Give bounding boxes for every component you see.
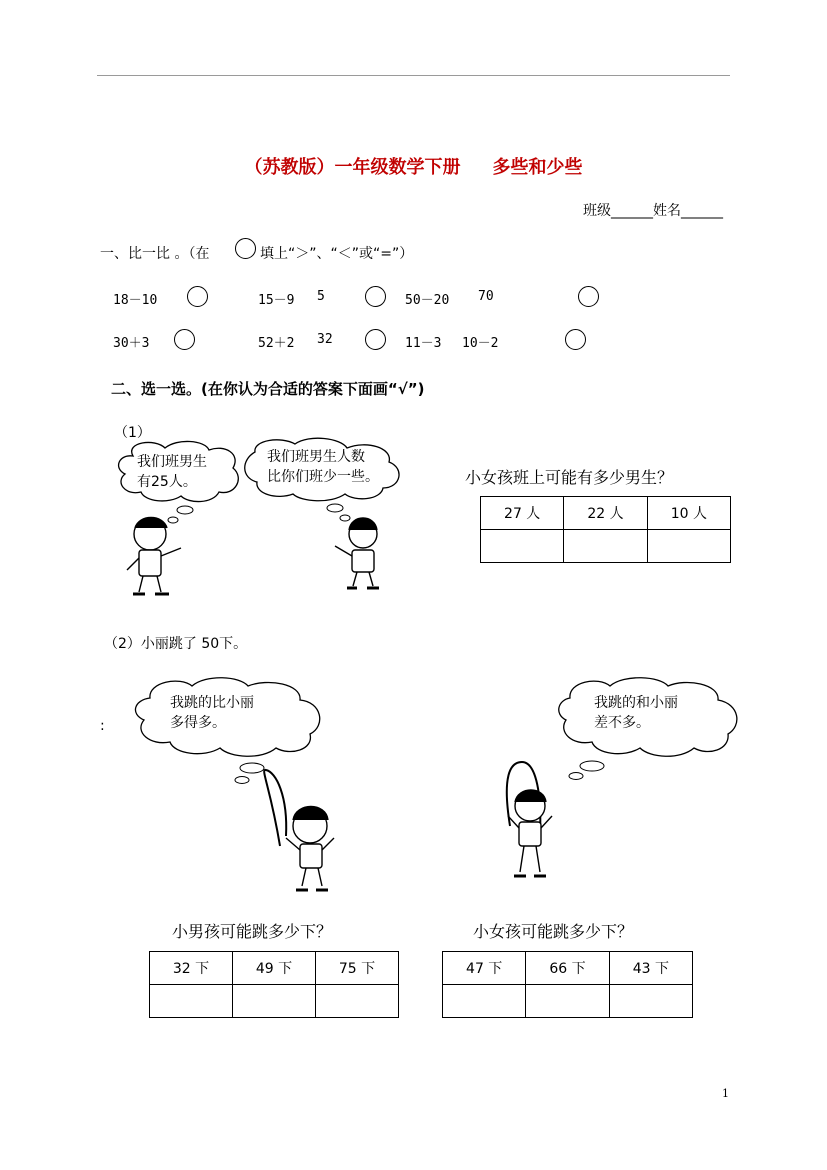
answer-circle-3[interactable] xyxy=(578,286,599,307)
expr-5-left: 52＋2 xyxy=(258,336,295,351)
title-topic: 多些和少些 xyxy=(492,157,583,178)
boy-answer-table xyxy=(149,951,399,1018)
answer-cell[interactable] xyxy=(481,530,564,563)
section1-heading-b: 填上“＞”、“＜”或“=”） xyxy=(260,246,414,262)
girl-bubble-line1: 我们班男生人数 xyxy=(267,449,365,465)
boy-figure xyxy=(127,518,181,595)
girl-jump-bubble-line1: 我跳的和小丽 xyxy=(594,695,678,711)
expr-6-right: 10－2 xyxy=(462,336,499,351)
title-grade: （苏教版）一年级数学下册 xyxy=(244,157,461,178)
option-cell: 75 下 xyxy=(316,952,399,985)
section1-heading xyxy=(100,243,209,263)
option-cell: 32 下 xyxy=(150,952,233,985)
table-row xyxy=(481,530,731,563)
header-rule xyxy=(97,75,730,76)
option-cell: 66 下 xyxy=(526,952,609,985)
example-circle xyxy=(235,238,256,259)
boy-bubble-text xyxy=(137,452,237,492)
answer-circle-5[interactable] xyxy=(365,329,386,350)
boy-question: 小男孩可能跳多少下？ xyxy=(172,922,333,941)
answer-circle-4[interactable] xyxy=(174,329,195,350)
answer-cell[interactable] xyxy=(316,985,399,1018)
class-name-line: 班级______姓名______ xyxy=(583,203,723,219)
answer-cell[interactable] xyxy=(564,530,647,563)
option-cell: 27 人 xyxy=(481,497,564,530)
option-cell: 49 下 xyxy=(233,952,316,985)
answer-cell[interactable] xyxy=(647,530,730,563)
boy-jumping-figure xyxy=(264,770,334,890)
option-cell: 43 下 xyxy=(609,952,692,985)
girl-bubble-line2: 比你们班少一些。 xyxy=(267,469,379,485)
table-row xyxy=(150,985,399,1018)
table-row xyxy=(443,952,693,985)
girl-question: 小女孩可能跳多少下？ xyxy=(473,922,634,941)
expr-5-right: 32 xyxy=(317,332,333,347)
answer-circle-2[interactable] xyxy=(365,286,386,307)
option-cell: 22 人 xyxy=(564,497,647,530)
answer-cell[interactable] xyxy=(150,985,233,1018)
expr-6-left: 11－3 xyxy=(405,336,442,351)
boy-bubble-line1: 我们班男生 xyxy=(137,454,207,470)
section1-heading-a: 一、比一比 。（在 xyxy=(100,246,210,262)
answer-cell[interactable] xyxy=(609,985,692,1018)
option-cell: 10 人 xyxy=(647,497,730,530)
answer-cell[interactable] xyxy=(233,985,316,1018)
part1-answer-table xyxy=(480,496,731,563)
table-row xyxy=(443,985,693,1018)
girl-jump-bubble-text xyxy=(594,693,714,733)
answer-cell[interactable] xyxy=(443,985,526,1018)
expr-3-left: 50－20 xyxy=(405,293,450,308)
girl-jumping-figure xyxy=(507,762,552,876)
section2-heading: 二、选一选。(在你认为合适的答案下面画“√”) xyxy=(111,380,425,398)
expr-3-right: 70 xyxy=(478,289,494,304)
boy-jump-bubble-line1: 我跳的比小丽 xyxy=(170,695,254,711)
page-title xyxy=(0,153,827,179)
answer-circle-6[interactable] xyxy=(565,329,586,350)
part1-question: 小女孩班上可能有多少男生？ xyxy=(465,468,674,487)
answer-cell[interactable] xyxy=(526,985,609,1018)
expr-2-right: 5 xyxy=(317,289,325,304)
boy-bubble-line2: 有25人。 xyxy=(137,474,197,490)
expr-1-left: 18－10 xyxy=(113,293,158,308)
boy-jump-bubble-text xyxy=(170,693,290,733)
table-row xyxy=(150,952,399,985)
expr-2-left: 15－9 xyxy=(258,293,295,308)
page-number: 1 xyxy=(722,1087,729,1100)
part2-label: （2）小丽跳了 50下。 xyxy=(104,636,248,652)
stray-colon: : xyxy=(100,718,105,734)
boy-jump-bubble-line2: 多得多。 xyxy=(170,715,226,731)
girl-figure xyxy=(335,518,379,588)
option-cell: 47 下 xyxy=(443,952,526,985)
part1-label: （1） xyxy=(114,425,151,441)
girl-answer-table xyxy=(442,951,693,1018)
girl-bubble-text xyxy=(267,447,417,487)
expr-4-left: 30＋3 xyxy=(113,336,150,351)
girl-jump-bubble-line2: 差不多。 xyxy=(594,715,650,731)
table-row xyxy=(481,497,731,530)
answer-circle-1[interactable] xyxy=(187,286,208,307)
